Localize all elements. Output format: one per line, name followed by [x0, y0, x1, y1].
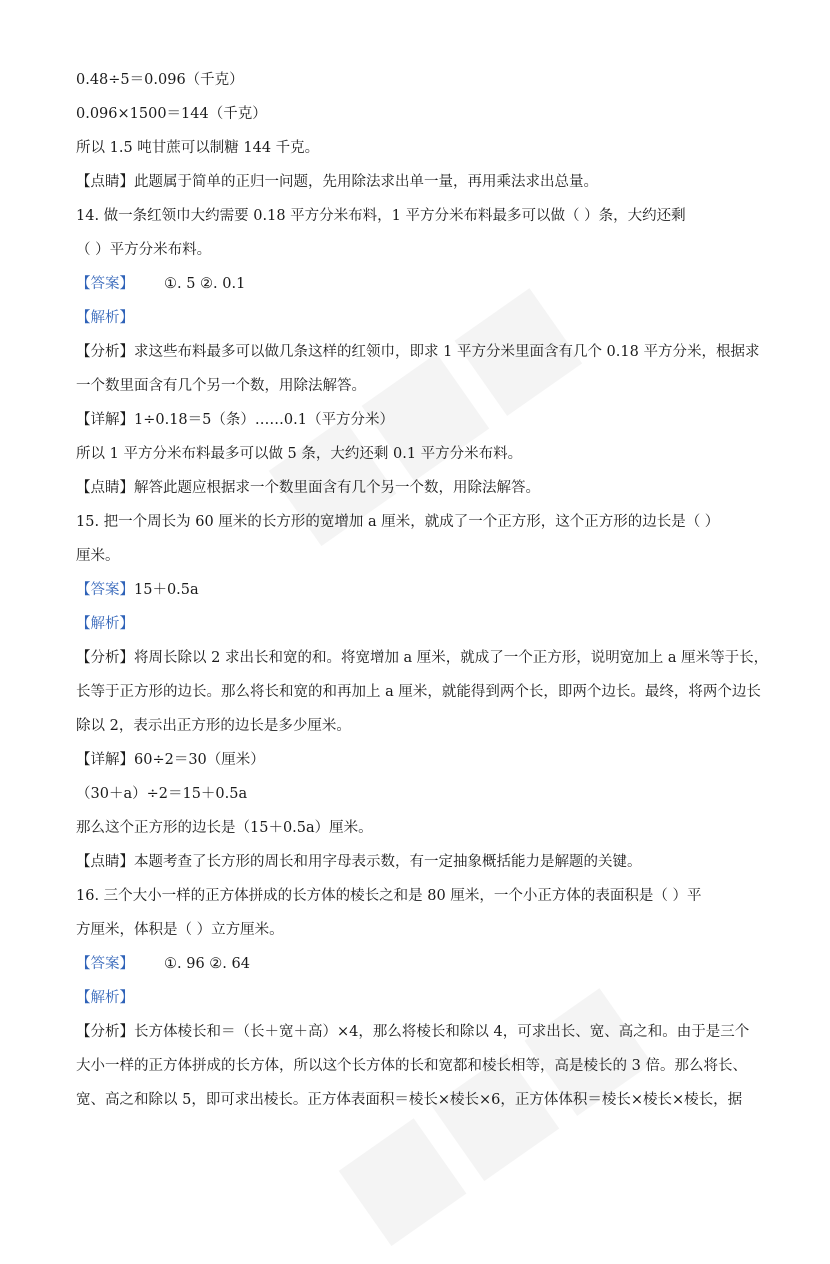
text-line: 0.096×1500＝144（千克）: [76, 106, 267, 122]
detail-line: 【详解】1÷0.18＝5（条）……0.1（平方分米）: [76, 412, 394, 428]
answer-value: ①. 96 ②. 64: [164, 956, 250, 972]
answer-16: [76, 954, 754, 974]
text-line: 0.48÷5＝0.096（千克）: [76, 72, 244, 88]
analysis-line: 宽、高之和除以 5，即可求出棱长。正方体表面积＝棱长×棱长×6，正方体体积＝棱长×棱长×棱长，据: [76, 1092, 743, 1108]
comment-line: 【点睛】本题考查了长方形的周长和用字母表示数，有一定抽象概括能力是解题的关键。: [76, 854, 642, 870]
analysis-line: 一个数里面含有几个另一个数，用除法解答。: [76, 378, 366, 394]
question-14-cont: （ ）平方分米布料。: [76, 242, 212, 258]
question-14: 14. 做一条红领巾大约需要 0.18 平方分米布料，1 平方分米布料最多可以做（ ）条，大约还剩: [76, 208, 686, 224]
text-line: 所以 1 平方分米布料最多可以做 5 条，大约还剩 0.1 平方分米布料。: [76, 446, 523, 462]
analysis-line: 除以 2，表示出正方形的边长是多少厘米。: [76, 718, 351, 734]
detail-line: 【详解】60÷2＝30（厘米）: [76, 752, 265, 768]
answer-value: ①. 5 ②. 0.1: [164, 276, 246, 292]
text-line: 【点睛】此题属于简单的正归一问题，先用除法求出单一量，再用乘法求出总量。: [76, 174, 598, 190]
analysis-tag: 【解析】: [76, 616, 134, 632]
analysis-line: 【分析】求这些布料最多可以做几条这样的红领巾，即求 1 平方分米里面含有几个 0.18 平方分米，根据求: [76, 344, 760, 360]
analysis-line: 长等于正方形的边长。那么将长和宽的和再加上 a 厘米，就能得到两个长，即两个边长。最终，将两个边长: [76, 684, 761, 700]
analysis-line: 大小一样的正方体拼成的长方体，所以这个长方体的长和宽都和棱长相等，高是棱长的 3 倍。那么将长、: [76, 1058, 747, 1074]
question-16-cont: 方厘米，体积是（ ）立方厘米。: [76, 922, 284, 938]
question-15: 15. 把一个周长为 60 厘米的长方形的宽增加 a 厘米，就成了一个正方形，这个正方形的边长是（ ）: [76, 514, 720, 530]
text-line: 那么这个正方形的边长是（15＋0.5a）厘米。: [76, 820, 373, 836]
answer-14: [76, 274, 754, 294]
analysis-tag: 【解析】: [76, 310, 134, 326]
answer-tag: 【答案】: [76, 956, 134, 972]
analysis-line: 【分析】将周长除以 2 求出长和宽的和。将宽增加 a 厘米，就成了一个正方形，说明宽加上 a 厘米等于长，: [76, 650, 769, 666]
question-16: 16. 三个大小一样的正方体拼成的长方体的棱长之和是 80 厘米，一个小正方体的表面积是（ ）平: [76, 888, 702, 904]
text-line: 所以 1.5 吨甘蔗可以制糖 144 千克。: [76, 140, 320, 156]
text-line: （30＋a）÷2＝15＋0.5a: [76, 786, 248, 802]
answer-15: [76, 580, 754, 600]
question-15-cont: 厘米。: [76, 548, 120, 564]
analysis-tag: 【解析】: [76, 990, 134, 1006]
comment-line: 【点睛】解答此题应根据求一个数里面含有几个另一个数，用除法解答。: [76, 480, 540, 496]
answer-value: 15＋0.5a: [134, 582, 199, 598]
analysis-line: 【分析】长方体棱长和＝（长＋宽＋高）×4，那么将棱长和除以 4，可求出长、宽、高之和。由于是三个: [76, 1024, 750, 1040]
answer-tag: 【答案】: [76, 276, 134, 292]
answer-tag: 【答案】: [76, 582, 134, 598]
